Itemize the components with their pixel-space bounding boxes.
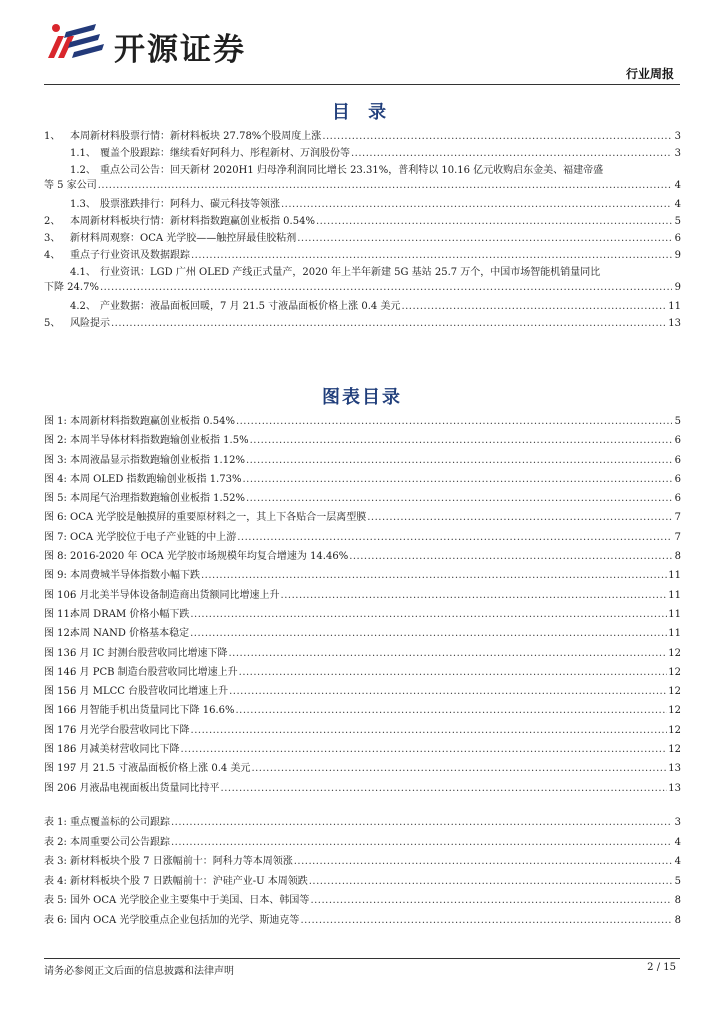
figure-entry-number: 图 17:	[44, 724, 74, 736]
figure-entry-number: 图 2:	[44, 435, 67, 447]
page-current: 2	[647, 962, 654, 973]
figure-entry[interactable]	[44, 703, 681, 722]
toc-entry[interactable]	[44, 265, 681, 299]
figure-entry-text: OCA 光学胶位于电子产业链的中上游	[70, 531, 237, 543]
figure-entry-number: 图 6:	[44, 512, 67, 524]
footer-divider	[44, 958, 680, 959]
figure-entry-page: 11	[668, 589, 681, 601]
figure-entry-page: 6	[674, 435, 681, 447]
figure-entry-page: 12	[668, 686, 681, 698]
table-entry-number: 表 4:	[44, 875, 67, 887]
figure-entry-text: 6 月液晶电视面板出货量同比持平	[70, 782, 220, 794]
page-total: 15	[663, 962, 676, 973]
toc-list	[44, 129, 681, 333]
figure-entry[interactable]	[44, 568, 681, 587]
brand-logo	[44, 18, 284, 68]
figure-entry-text: 本周 NAND 价格基本稳定	[70, 628, 190, 640]
figure-entry-page: 12	[668, 705, 681, 717]
toc-title: 目 录	[331, 102, 393, 123]
figure-entry-text: 本周液晶显示指数跑输创业板指 1.12%	[70, 454, 245, 466]
figure-entry-page: 6	[674, 493, 681, 505]
toc-entry[interactable]	[44, 248, 681, 265]
figure-entry-text: 本周半导体材料指数跑输创业板指 1.5%	[70, 435, 249, 447]
figure-entry-page: 12	[668, 744, 681, 756]
figure-entry-text: 本周费城半导体指数小幅下跌	[70, 570, 200, 582]
table-entry-page: 5	[674, 875, 681, 887]
table-entry-number: 表 2:	[44, 836, 67, 848]
table-entry[interactable]	[44, 835, 681, 855]
table-entry-text: 新材料板块个股 7 日跌幅前十：沪硅产业-U 本周领跌	[70, 875, 308, 887]
toc-entry-number: 2、	[44, 216, 61, 227]
figure-entry-number: 图 18:	[44, 744, 74, 756]
figure-entry-text: 7 月 21.5 寸液晶面板价格上涨 0.4 美元	[70, 763, 251, 775]
logo-mark-icon	[44, 18, 110, 66]
toc-entry-text: 风险提示	[70, 318, 110, 329]
toc-entry-number: 1.2、	[70, 165, 96, 176]
toc-entry-page: 9	[674, 282, 681, 293]
figure-entry-number: 图 5:	[44, 493, 67, 505]
table-entry-text: 本周重要公司公告跟踪	[70, 836, 170, 848]
figure-entry[interactable]	[44, 781, 681, 800]
toc-entry-page: 3	[674, 131, 681, 142]
toc-entry-number: 1.1、	[70, 148, 96, 159]
table-entry-page: 4	[674, 836, 681, 848]
figure-entry-text: 6 月光学台股营收同比下降	[70, 724, 190, 736]
figure-entry[interactable]	[44, 510, 681, 529]
toc-entry-text: 新材料周观察：OCA 光学胶——触控屏最佳胶粘剂	[70, 233, 297, 244]
figure-entry-page: 5	[674, 416, 681, 427]
figure-entry-number: 图 12:	[44, 628, 74, 640]
figure-entry-text: 6 月智能手机出货量同比下降 16.6%	[70, 705, 235, 717]
figure-entry-number: 图 9:	[44, 570, 67, 582]
toc-entry-number: 4.2、	[70, 301, 96, 312]
figure-entry-text: OCA 光学胶是触摸屏的重要原材料之一，其上下各贴合一层离型膜	[70, 512, 367, 524]
figure-entry[interactable]	[44, 742, 681, 761]
table-entry[interactable]	[44, 854, 681, 874]
figure-entry-page: 13	[668, 782, 681, 794]
table-entry-text: 新材料板块个股 7 日涨幅前十：阿科力等本周领涨	[70, 856, 293, 867]
toc-entry[interactable]	[44, 299, 681, 316]
table-entry-number: 表 3:	[44, 856, 67, 867]
figure-entry-page: 11	[668, 570, 681, 582]
toc-entry-number: 3、	[44, 233, 61, 244]
toc-entry-text: 股票涨跌排行：阿科力、碳元科技等领涨	[100, 199, 280, 210]
table-entry-page: 8	[674, 895, 681, 906]
toc-entry-number: 1.3、	[70, 199, 96, 210]
figure-entry[interactable]	[44, 549, 681, 568]
table-entry-text: 国外 OCA 光学胶企业主要集中于美国、日本、韩国等	[70, 895, 310, 906]
figure-entry-text: 6 月 PCB 制造台股营收同比增速上升	[70, 666, 238, 678]
toc-entry-text: 覆盖个股跟踪：继续看好阿科力、彤程新材、万润股份等	[100, 148, 350, 159]
toc-entry-page: 13	[668, 318, 681, 329]
figure-entry[interactable]	[44, 530, 681, 549]
figure-entry-page: 12	[668, 724, 681, 736]
figure-entry-number: 图 1:	[44, 416, 67, 427]
toc-entry-text-continued: 下降 24.7%	[44, 282, 99, 293]
page-number	[647, 962, 676, 973]
table-entry-page: 4	[674, 856, 681, 867]
table-list	[44, 815, 681, 932]
toc-entry-text: 重点子行业资讯及数据跟踪	[70, 250, 190, 261]
figure-entry-page: 6	[674, 473, 681, 485]
figure-entry[interactable]	[44, 491, 681, 510]
toc-entry-number: 5、	[44, 318, 61, 329]
figure-entry-text: 本周新材料指数跑赢创业板指 0.54%	[70, 416, 235, 427]
figure-entry-number: 图 16:	[44, 705, 74, 717]
toc-entry-text: 产业数据：液晶面板回暖，7 月 21.5 寸液晶面板价格上涨 0.4 美元	[100, 301, 401, 312]
toc-entry[interactable]	[44, 231, 681, 248]
toc-entry[interactable]	[44, 146, 681, 163]
figure-entry-page: 13	[668, 763, 681, 775]
toc-entry-page: 9	[674, 250, 681, 261]
toc-entry[interactable]	[44, 214, 681, 231]
table-entry-page: 3	[674, 817, 681, 828]
figure-entry-page: 12	[668, 666, 681, 678]
table-entry[interactable]	[44, 893, 681, 913]
figure-entry[interactable]	[44, 607, 681, 626]
toc-entry-text: 行业资讯：LGD 广州 OLED 产线正式量产，2020 年上半年新建 5G 基站 25.7 万个，中国市场智能机销量同比	[100, 267, 601, 278]
figure-entry-number: 图 13:	[44, 647, 74, 659]
document-type: 行业周报	[625, 67, 674, 81]
figure-entry-page: 11	[668, 608, 681, 620]
figure-entry-page: 12	[668, 647, 681, 659]
figure-entry[interactable]	[44, 646, 681, 665]
figure-entry-page: 7	[674, 512, 681, 524]
toc-entry-page: 4	[674, 180, 681, 191]
figure-entry-text: 6 月北美半导体设备制造商出货额同比增速上升	[70, 589, 280, 601]
figure-entry-page: 8	[674, 551, 681, 563]
header-divider	[44, 84, 680, 85]
toc-entry-text: 本周新材料板块行情：新材料指数跑赢创业板指 0.54%	[70, 216, 315, 227]
figure-list	[44, 414, 681, 800]
figure-entry-text: 本周 OLED 指数跑输创业板指 1.73%	[70, 473, 242, 485]
figure-entry[interactable]	[44, 433, 681, 452]
toc-entry[interactable]	[44, 316, 681, 333]
figure-entry[interactable]	[44, 626, 681, 645]
figure-entry-page: 7	[674, 531, 681, 543]
footer-disclaimer: 请务必参阅正文后面的信息披露和法律声明	[44, 966, 234, 977]
toc-entry-number: 1、	[44, 131, 61, 142]
figure-entry-page: 6	[674, 454, 681, 466]
figure-entry[interactable]	[44, 588, 681, 607]
figure-entry-text: 6 月 IC 封测台股营收同比增速下降	[70, 647, 228, 659]
figures-title: 图表目录	[322, 387, 402, 408]
figure-entry-number: 图 14:	[44, 666, 74, 678]
figure-entry[interactable]	[44, 453, 681, 472]
toc-entry-number: 4.1、	[70, 267, 96, 278]
figure-entry-text: 本周 DRAM 价格小幅下跌	[70, 608, 190, 620]
toc-entry-text: 重点公司公告：回天新材 2020H1 归母净利润同比增长 23.31%，普利特以 10.16 亿元收购启东金美、福建帝盛	[100, 165, 604, 176]
figure-entry[interactable]	[44, 472, 681, 491]
table-entry[interactable]	[44, 913, 681, 933]
table-entry[interactable]	[44, 874, 681, 894]
figure-entry-page: 11	[668, 628, 681, 640]
figure-entry-number: 图 19:	[44, 763, 74, 775]
figure-entry-number: 图 3:	[44, 454, 67, 466]
toc-entry[interactable]	[44, 197, 681, 214]
toc-entry-text-continued: 等 5 家公司	[44, 180, 97, 191]
figure-entry-text: 6 月减美材营收同比下降	[70, 744, 180, 756]
figure-entry-text: 6 月 MLCC 台股营收同比增速上升	[70, 686, 229, 698]
figure-entry[interactable]	[44, 665, 681, 684]
figure-entry-number: 图 11:	[44, 608, 74, 620]
figure-entry-text: 本周尾气治理指数跑输创业板指 1.52%	[70, 493, 245, 505]
toc-entry-page: 3	[674, 148, 681, 159]
logo-text: 开源证券	[114, 32, 246, 68]
table-entry-text: 国内 OCA 光学胶重点企业包括加的光学、斯迪克等	[70, 914, 300, 926]
figure-entry[interactable]	[44, 761, 681, 780]
figure-entry-number: 图 20:	[44, 782, 74, 794]
toc-entry-page: 5	[674, 216, 681, 227]
figure-entry-number: 图 4:	[44, 473, 67, 485]
table-entry-number: 表 5:	[44, 895, 67, 906]
table-entry-number: 表 6:	[44, 914, 67, 926]
toc-entry-number: 4、	[44, 250, 61, 261]
figure-entry[interactable]	[44, 723, 681, 742]
figure-entry-number: 图 8:	[44, 551, 67, 563]
toc-entry-page: 6	[674, 233, 681, 244]
figure-entry-number: 图 7:	[44, 531, 67, 543]
figure-entry[interactable]	[44, 684, 681, 703]
toc-entry-text: 本周新材料股票行情：新材料板块 27.78%个股周度上涨	[70, 131, 322, 142]
figure-entry[interactable]	[44, 414, 681, 433]
figure-entry-number: 图 15:	[44, 686, 74, 698]
toc-entry-page: 11	[668, 301, 681, 312]
table-entry-number: 表 1:	[44, 817, 67, 828]
toc-entry-page: 4	[674, 199, 681, 210]
toc-entry[interactable]	[44, 129, 681, 146]
table-entry-page: 8	[674, 914, 681, 926]
page-separator: /	[656, 962, 661, 973]
table-entry-text: 重点覆盖标的公司跟踪	[70, 817, 170, 828]
figure-entry-text: 2016-2020 年 OCA 光学胶市场规模年均复合增速为 14.46%	[70, 551, 349, 563]
table-entry[interactable]	[44, 815, 681, 835]
figure-entry-number: 图 10:	[44, 589, 74, 601]
toc-entry[interactable]	[44, 163, 681, 197]
